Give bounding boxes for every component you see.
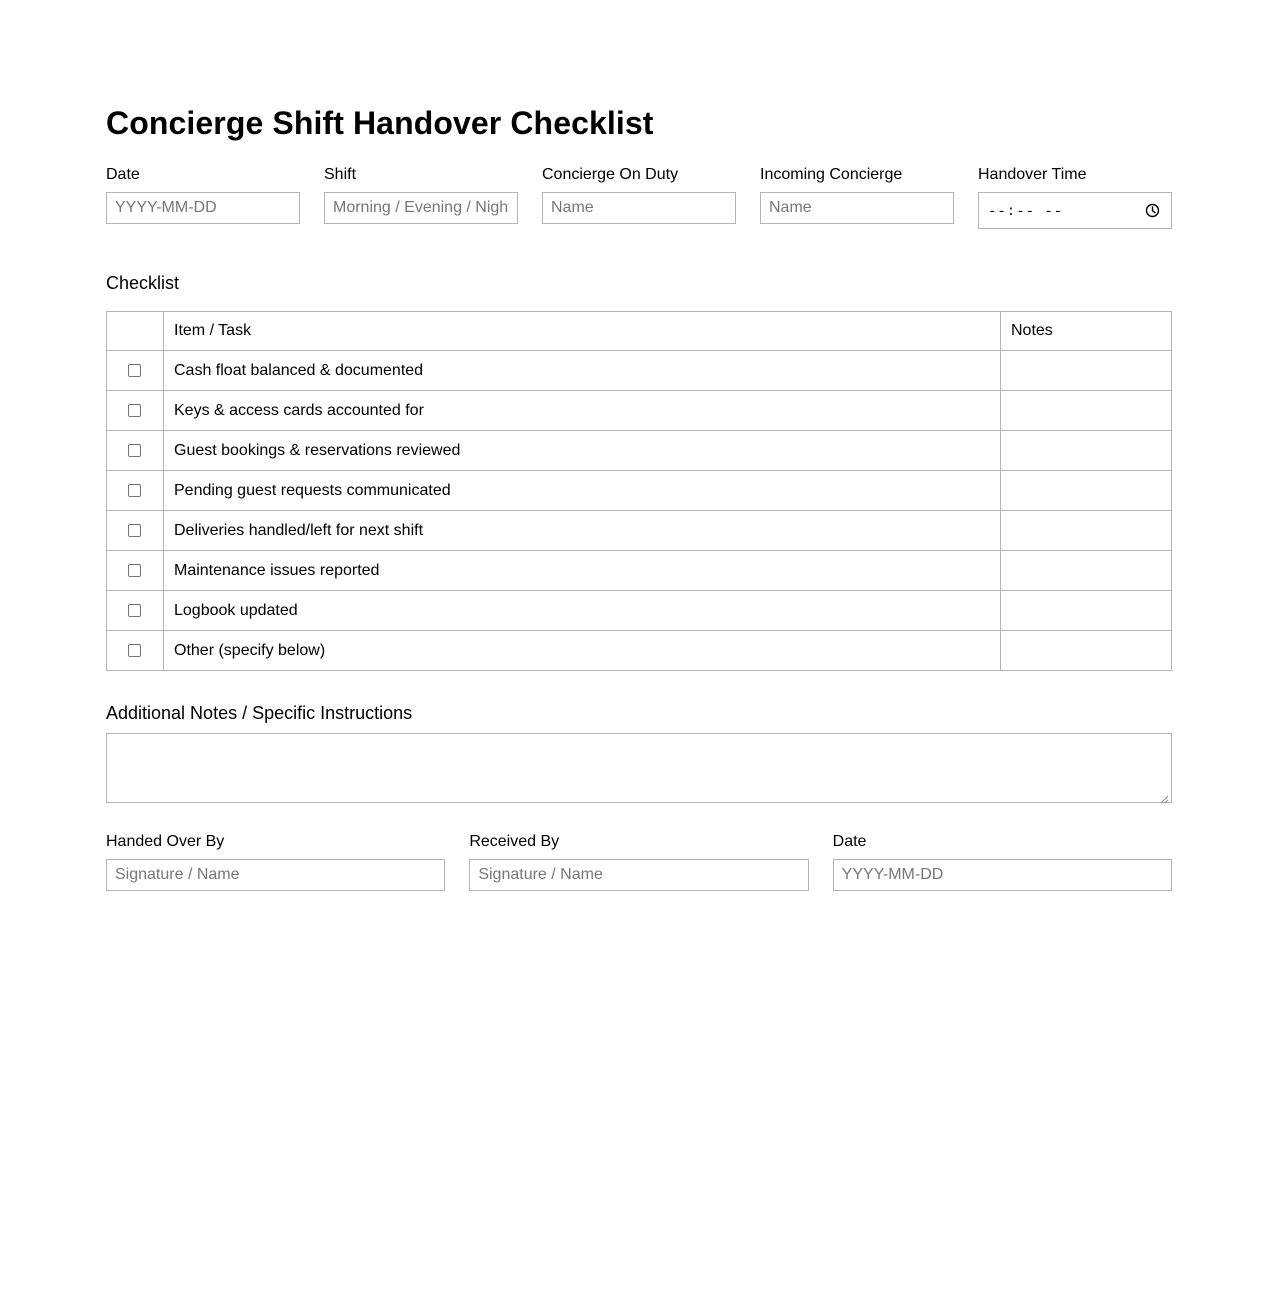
resize-grip-icon[interactable] [1160, 791, 1169, 800]
handed-over-by-field-group [106, 833, 445, 891]
notes-cell[interactable] [1001, 471, 1172, 511]
notes-cell[interactable] [1001, 551, 1172, 591]
handover-time-value: --:-- -- [988, 203, 1064, 220]
received-by-label: Received By [469, 833, 560, 850]
additional-notes-textarea[interactable] [106, 733, 1172, 803]
table-row [107, 391, 1172, 431]
task-checkbox[interactable] [128, 524, 141, 537]
notes-cell[interactable] [1001, 431, 1172, 471]
notes-cell[interactable] [1001, 511, 1172, 551]
signoff-date-field-group [833, 833, 1172, 891]
task-cell: Keys & access cards accounted for [164, 391, 1001, 431]
received-by-field-group [469, 833, 808, 891]
table-row [107, 351, 1172, 391]
incoming-concierge-label: Incoming Concierge [760, 166, 903, 183]
column-header-task: Item / Task [164, 312, 1001, 351]
check-cell [107, 551, 164, 591]
task-cell: Deliveries handled/left for next shift [164, 511, 1001, 551]
clock-icon[interactable] [1145, 203, 1160, 218]
table-header-row [107, 312, 1172, 351]
check-cell [107, 471, 164, 511]
date-label: Date [106, 166, 140, 183]
signoff-date-input[interactable] [833, 859, 1172, 891]
table-row [107, 471, 1172, 511]
check-cell [107, 391, 164, 431]
handover-time-field-group [978, 166, 1172, 229]
checklist-table [106, 311, 1172, 671]
task-cell: Guest bookings & reservations reviewed [164, 431, 1001, 471]
table-row [107, 631, 1172, 671]
task-checkbox[interactable] [128, 604, 141, 617]
notes-cell[interactable] [1001, 631, 1172, 671]
handover-time-input[interactable] [978, 192, 1172, 229]
concierge-on-duty-input[interactable] [542, 192, 736, 224]
task-checkbox[interactable] [128, 364, 141, 377]
incoming-concierge-field-group [760, 166, 954, 229]
column-header-check [107, 312, 164, 351]
incoming-concierge-input[interactable] [760, 192, 954, 224]
handed-over-by-input[interactable] [106, 859, 445, 891]
task-cell: Pending guest requests communicated [164, 471, 1001, 511]
task-cell: Logbook updated [164, 591, 1001, 631]
notes-cell[interactable] [1001, 591, 1172, 631]
page-title: Concierge Shift Handover Checklist [106, 105, 654, 141]
concierge-on-duty-label: Concierge On Duty [542, 166, 679, 183]
received-by-input[interactable] [469, 859, 808, 891]
check-cell [107, 591, 164, 631]
shift-input[interactable] [324, 192, 518, 224]
task-checkbox[interactable] [128, 444, 141, 457]
additional-notes-label: Additional Notes / Specific Instructions [106, 703, 413, 723]
date-input[interactable] [106, 192, 300, 224]
task-checkbox[interactable] [128, 644, 141, 657]
table-row [107, 591, 1172, 631]
check-cell [107, 351, 164, 391]
task-cell: Cash float balanced & documented [164, 351, 1001, 391]
task-checkbox[interactable] [128, 564, 141, 577]
table-row [107, 431, 1172, 471]
notes-cell[interactable] [1001, 351, 1172, 391]
task-cell: Other (specify below) [164, 631, 1001, 671]
table-row [107, 551, 1172, 591]
handover-time-label: Handover Time [978, 166, 1087, 183]
date-field-group [106, 166, 300, 229]
table-row [107, 511, 1172, 551]
shift-label: Shift [324, 166, 357, 183]
concierge-on-duty-field-group [542, 166, 736, 229]
task-checkbox[interactable] [128, 404, 141, 417]
checklist-heading: Checklist [106, 273, 180, 293]
notes-cell[interactable] [1001, 391, 1172, 431]
check-cell [107, 511, 164, 551]
shift-field-group [324, 166, 518, 229]
signoff-fields [106, 833, 1172, 891]
check-cell [107, 631, 164, 671]
handed-over-by-label: Handed Over By [106, 833, 225, 850]
task-checkbox[interactable] [128, 484, 141, 497]
check-cell [107, 431, 164, 471]
task-cell: Maintenance issues reported [164, 551, 1001, 591]
header-fields [106, 166, 1172, 229]
signoff-date-label: Date [832, 833, 867, 850]
column-header-notes: Notes [1001, 312, 1172, 351]
